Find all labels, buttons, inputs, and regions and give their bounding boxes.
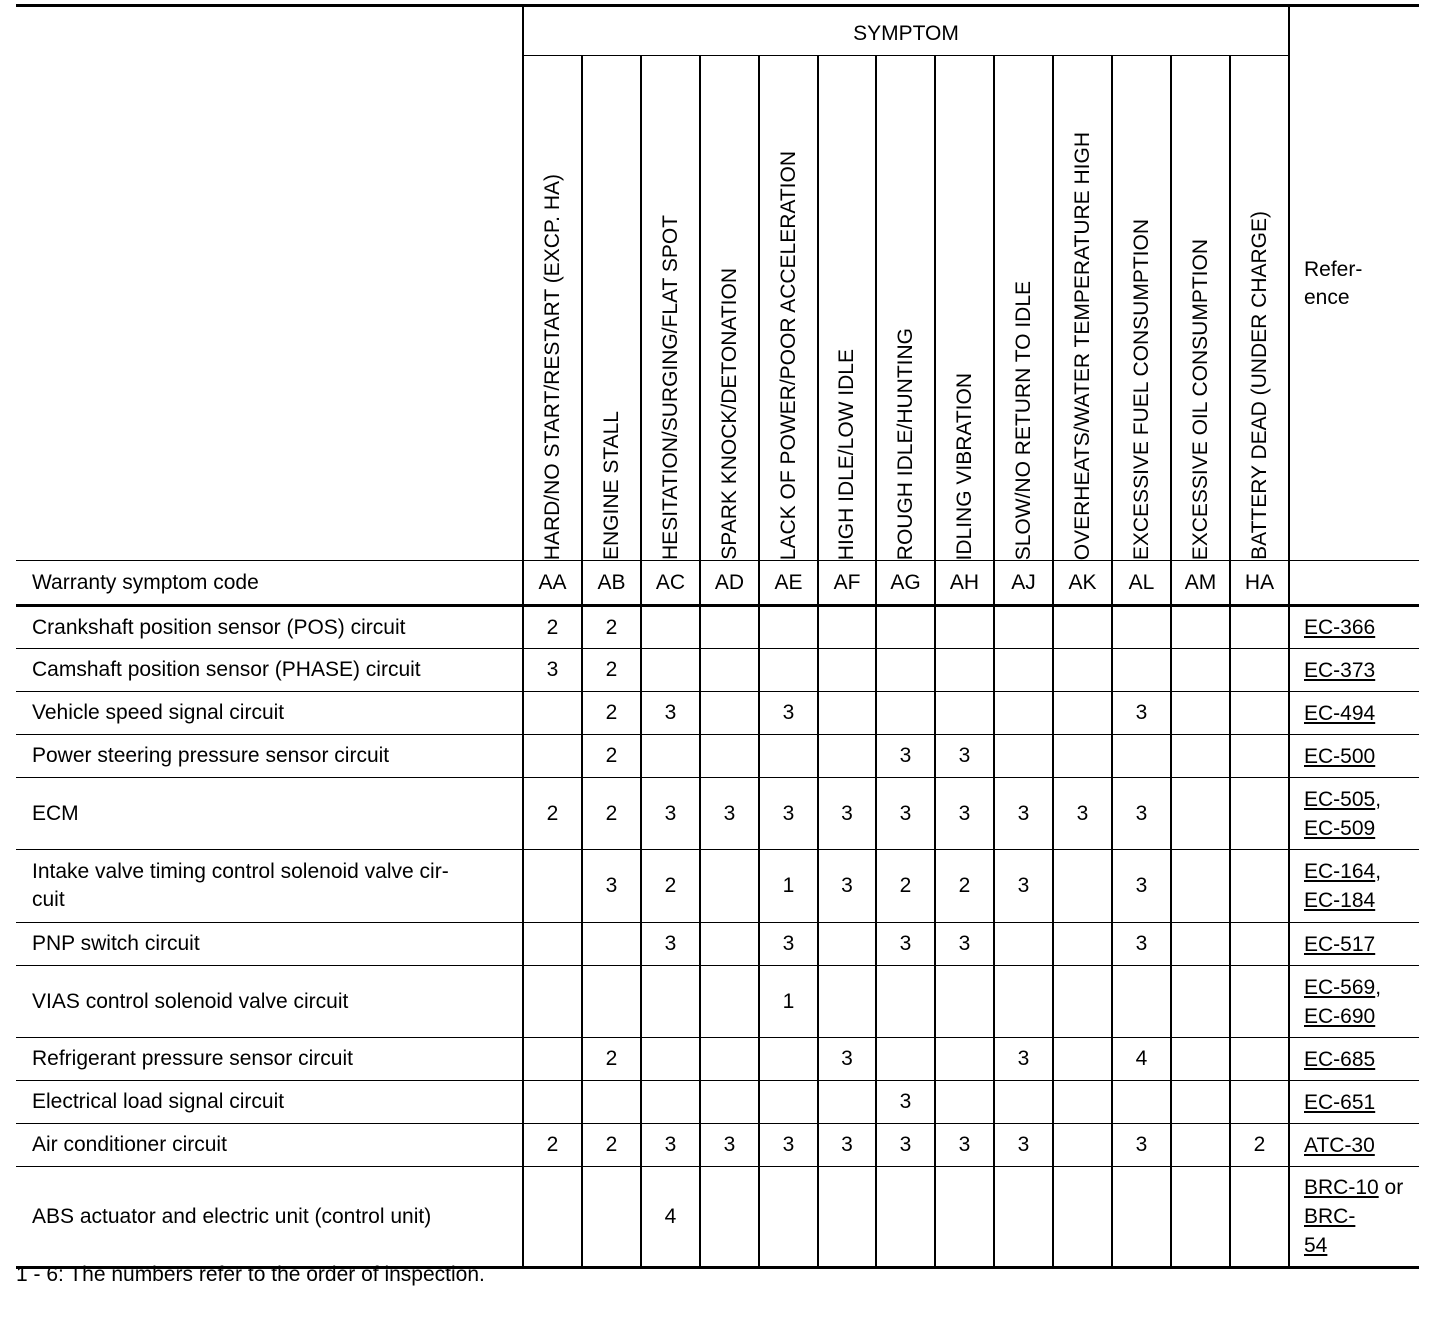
reference-link[interactable]: EC-651 [1304, 1090, 1376, 1114]
priority-cell [1230, 966, 1289, 1038]
priority-cell [818, 606, 876, 649]
warranty-code: AD [700, 561, 759, 606]
priority-cell: 3 [582, 850, 641, 923]
priority-cell [1053, 923, 1112, 966]
priority-cell: 2 [641, 850, 700, 923]
symptom-name: EXCESSIVE FUEL CONSUMPTION [1129, 218, 1153, 560]
component-name: ABS actuator and electric unit (control unit) [16, 1167, 523, 1268]
priority-cell: 3 [523, 649, 582, 692]
table-row [16, 606, 1419, 649]
warranty-label: Warranty symptom code [16, 561, 523, 606]
priority-cell [876, 966, 935, 1038]
priority-cell: 3 [641, 692, 700, 735]
priority-cell [818, 1081, 876, 1124]
priority-cell [935, 606, 994, 649]
priority-cell: 3 [1112, 923, 1171, 966]
priority-cell [1230, 692, 1289, 735]
priority-cell: 2 [582, 606, 641, 649]
priority-cell: 3 [1112, 778, 1171, 850]
priority-cell [1230, 1167, 1289, 1268]
priority-cell [700, 1038, 759, 1081]
priority-cell: 3 [759, 692, 818, 735]
priority-cell [1171, 850, 1230, 923]
priority-cell [759, 649, 818, 692]
priority-cell: 3 [994, 1038, 1053, 1081]
priority-cell [818, 923, 876, 966]
reference-link[interactable]: EC-685 [1304, 1047, 1376, 1071]
reference-separator: or [1378, 1176, 1404, 1199]
symptom-name: LACK OF POWER/POOR ACCELERATION [776, 150, 800, 560]
priority-cell [1230, 649, 1289, 692]
priority-cell: 3 [876, 1081, 935, 1124]
warranty-code: AL [1112, 561, 1171, 606]
reference-link[interactable]: EC-184 [1304, 889, 1376, 912]
table-row [16, 850, 1419, 923]
priority-cell: 3 [641, 923, 700, 966]
component-name: VIAS control solenoid valve circuit [16, 966, 523, 1038]
priority-cell [523, 692, 582, 735]
priority-cell: 3 [935, 923, 994, 966]
table-row [16, 778, 1419, 850]
symptom-column-header [994, 56, 1053, 561]
priority-cell [994, 649, 1053, 692]
reference-link[interactable]: BRC-10 [1304, 1176, 1379, 1199]
reference-header [1289, 6, 1419, 561]
priority-cell [1112, 649, 1171, 692]
symptom-name: HARD/NO START/RESTART (EXCP. HA) [540, 173, 564, 560]
priority-cell [1053, 1124, 1112, 1167]
component-name: Camshaft position sensor (PHASE) circuit [16, 649, 523, 692]
symptom-matrix-table [16, 4, 1419, 1269]
priority-cell [759, 1038, 818, 1081]
reference-separator: , [1375, 975, 1382, 999]
table-row [16, 1167, 1419, 1268]
priority-cell: 3 [818, 1124, 876, 1167]
priority-cell [818, 966, 876, 1038]
warranty-code: AG [876, 561, 935, 606]
priority-cell [818, 735, 876, 778]
symptom-column-header [935, 56, 994, 561]
footnote: 1 - 6: The numbers refer to the order of inspection. [16, 1263, 485, 1286]
priority-cell: 2 [1230, 1124, 1289, 1167]
priority-cell [1053, 1038, 1112, 1081]
priority-cell [1230, 850, 1289, 923]
priority-cell [1230, 1038, 1289, 1081]
symptom-name: IDLING VIBRATION [952, 372, 976, 560]
priority-cell [1171, 649, 1230, 692]
symptom-column-header [700, 56, 759, 561]
priority-cell: 3 [818, 850, 876, 923]
reference-cell [1289, 1124, 1419, 1167]
reference-link[interactable]: EC-494 [1304, 701, 1376, 725]
priority-cell [523, 1038, 582, 1081]
priority-cell [700, 692, 759, 735]
priority-cell: 3 [994, 778, 1053, 850]
priority-cell [1053, 606, 1112, 649]
priority-cell [641, 1081, 700, 1124]
priority-cell [700, 735, 759, 778]
priority-cell [523, 1081, 582, 1124]
component-name: Air conditioner circuit [16, 1124, 523, 1167]
symptom-name: SLOW/NO RETURN TO IDLE [1011, 280, 1035, 560]
component-name: Refrigerant pressure sensor circuit [16, 1038, 523, 1081]
priority-cell: 2 [935, 850, 994, 923]
priority-cell [700, 966, 759, 1038]
warranty-code: AE [759, 561, 818, 606]
reference-cell [1289, 692, 1419, 735]
reference-link[interactable]: EC-500 [1304, 744, 1376, 768]
reference-link[interactable]: EC-517 [1304, 932, 1376, 956]
priority-cell [523, 850, 582, 923]
symptom-name: HIGH IDLE/LOW IDLE [835, 348, 858, 560]
reference-cell [1289, 923, 1419, 966]
component-name: PNP switch circuit [16, 923, 523, 966]
table-row [16, 1124, 1419, 1167]
priority-cell [876, 606, 935, 649]
priority-cell [1171, 1081, 1230, 1124]
priority-cell: 3 [700, 1124, 759, 1167]
priority-cell [818, 692, 876, 735]
priority-cell [1171, 778, 1230, 850]
priority-cell [994, 1081, 1053, 1124]
symptom-name: ROUGH IDLE/HUNTING [893, 327, 917, 560]
priority-cell [759, 606, 818, 649]
symptom-name: OVERHEATS/WATER TEMPERATURE HIGH [1070, 131, 1094, 560]
reference-link[interactable]: EC-509 [1304, 816, 1376, 840]
priority-cell [935, 692, 994, 735]
priority-cell: 3 [1053, 778, 1112, 850]
reference-link[interactable]: EC-690 [1304, 1004, 1376, 1028]
reference-link[interactable]: EC-373 [1304, 658, 1376, 682]
symptom-column-header [818, 56, 876, 561]
priority-cell [1053, 850, 1112, 923]
symptom-header: SYMPTOM [523, 6, 1289, 56]
priority-cell [818, 1167, 876, 1268]
warranty-code: AB [582, 561, 641, 606]
component-name: ECM [16, 778, 523, 850]
priority-cell [523, 966, 582, 1038]
symptom-column-header [1230, 56, 1289, 561]
priority-cell [935, 966, 994, 1038]
priority-cell [759, 735, 818, 778]
symptom-column-header [1112, 56, 1171, 561]
warranty-ref-blank [1289, 561, 1419, 606]
warranty-code: AK [1053, 561, 1112, 606]
table-row [16, 649, 1419, 692]
priority-cell [818, 649, 876, 692]
priority-cell: 4 [641, 1167, 700, 1268]
priority-cell [876, 1167, 935, 1268]
priority-cell: 3 [759, 778, 818, 850]
priority-cell [1230, 735, 1289, 778]
symptom-column-header [1171, 56, 1230, 561]
priority-cell: 2 [582, 692, 641, 735]
reference-label: Refer- ence [1304, 257, 1363, 309]
priority-cell: 2 [523, 778, 582, 850]
priority-cell: 2 [523, 1124, 582, 1167]
priority-cell: 3 [1112, 692, 1171, 735]
priority-cell: 3 [818, 1038, 876, 1081]
priority-cell [1230, 923, 1289, 966]
reference-link[interactable]: EC-366 [1304, 616, 1376, 639]
priority-cell: 3 [1112, 1124, 1171, 1167]
reference-cell [1289, 735, 1419, 778]
corner-cell [16, 6, 523, 561]
priority-cell [876, 1038, 935, 1081]
reference-separator: , [1375, 787, 1382, 811]
priority-cell: 3 [876, 1124, 935, 1167]
priority-cell [994, 1167, 1053, 1268]
priority-cell: 2 [582, 649, 641, 692]
priority-cell [1171, 966, 1230, 1038]
reference-cell [1289, 1167, 1419, 1268]
priority-cell [994, 966, 1053, 1038]
priority-cell [700, 923, 759, 966]
reference-cell [1289, 1038, 1419, 1081]
reference-link[interactable]: ATC-30 [1304, 1133, 1375, 1157]
table-row [16, 735, 1419, 778]
symptom-column-header [876, 56, 935, 561]
priority-cell [1112, 1081, 1171, 1124]
reference-link[interactable]: EC-505 [1304, 787, 1376, 811]
priority-cell [1053, 966, 1112, 1038]
priority-cell: 3 [994, 1124, 1053, 1167]
priority-cell [1112, 606, 1171, 649]
priority-cell [876, 649, 935, 692]
priority-cell: 3 [876, 778, 935, 850]
reference-cell [1289, 778, 1419, 850]
reference-cell [1289, 966, 1419, 1038]
priority-cell [1053, 1081, 1112, 1124]
symptom-column-header [1053, 56, 1112, 561]
table-row [16, 1081, 1419, 1124]
priority-cell: 2 [523, 606, 582, 649]
priority-cell: 2 [582, 778, 641, 850]
reference-link[interactable]: EC-569 [1304, 975, 1376, 999]
priority-cell [1171, 735, 1230, 778]
priority-cell [935, 1081, 994, 1124]
priority-cell [759, 1081, 818, 1124]
priority-cell [1112, 966, 1171, 1038]
priority-cell [1053, 692, 1112, 735]
priority-cell [700, 649, 759, 692]
symptom-name: HESITATION/SURGING/FLAT SPOT [658, 215, 682, 560]
symptom-name: BATTERY DEAD (UNDER CHARGE) [1247, 211, 1271, 560]
priority-cell [582, 966, 641, 1038]
component-name: Power steering pressure sensor circuit [16, 735, 523, 778]
reference-link[interactable]: BRC- 54 [1304, 1205, 1356, 1257]
priority-cell [935, 1038, 994, 1081]
symptom-name: SPARK KNOCK/DETONATION [717, 268, 741, 560]
priority-cell [1171, 1124, 1230, 1167]
reference-link[interactable]: EC-164 [1304, 860, 1376, 883]
component-name: Electrical load signal circuit [16, 1081, 523, 1124]
priority-cell [1171, 923, 1230, 966]
priority-cell: 3 [994, 850, 1053, 923]
priority-cell [759, 1167, 818, 1268]
priority-cell [700, 850, 759, 923]
priority-cell [523, 923, 582, 966]
priority-cell [1053, 1167, 1112, 1268]
priority-cell [1230, 1081, 1289, 1124]
priority-cell [700, 1167, 759, 1268]
priority-cell: 3 [700, 778, 759, 850]
priority-cell: 3 [876, 735, 935, 778]
priority-cell: 2 [876, 850, 935, 923]
priority-cell [641, 966, 700, 1038]
priority-cell: 2 [582, 1124, 641, 1167]
priority-cell: 4 [1112, 1038, 1171, 1081]
priority-cell [523, 1167, 582, 1268]
table-row [16, 1038, 1419, 1081]
priority-cell [1230, 606, 1289, 649]
priority-cell [1053, 649, 1112, 692]
priority-cell [1171, 692, 1230, 735]
priority-cell [876, 692, 935, 735]
priority-cell [1053, 735, 1112, 778]
component-name: Vehicle speed signal circuit [16, 692, 523, 735]
priority-cell [641, 735, 700, 778]
warranty-code: AM [1171, 561, 1230, 606]
warranty-code: HA [1230, 561, 1289, 606]
priority-cell: 3 [935, 778, 994, 850]
priority-cell [582, 1167, 641, 1268]
priority-cell [994, 923, 1053, 966]
warranty-code: AH [935, 561, 994, 606]
symptom-column-header [523, 56, 582, 561]
warranty-code: AF [818, 561, 876, 606]
priority-cell: 3 [876, 923, 935, 966]
priority-cell [1171, 1038, 1230, 1081]
reference-separator: , [1375, 860, 1382, 883]
priority-cell: 3 [759, 1124, 818, 1167]
priority-cell [935, 649, 994, 692]
priority-cell: 1 [759, 966, 818, 1038]
priority-cell [1230, 778, 1289, 850]
priority-cell [582, 1081, 641, 1124]
priority-cell: 3 [935, 1124, 994, 1167]
reference-cell [1289, 649, 1419, 692]
symptom-name: ENGINE STALL [599, 411, 623, 560]
priority-cell [1171, 606, 1230, 649]
priority-cell: 2 [582, 1038, 641, 1081]
priority-cell: 3 [641, 778, 700, 850]
symptom-column-header [582, 56, 641, 561]
priority-cell: 3 [759, 923, 818, 966]
priority-cell: 3 [1112, 850, 1171, 923]
reference-cell [1289, 1081, 1419, 1124]
priority-cell [994, 606, 1053, 649]
priority-cell [641, 1038, 700, 1081]
priority-cell: 3 [935, 735, 994, 778]
priority-cell [935, 1167, 994, 1268]
priority-cell [582, 923, 641, 966]
priority-cell [1112, 735, 1171, 778]
priority-cell [700, 1081, 759, 1124]
priority-cell [1112, 1167, 1171, 1268]
priority-cell [641, 649, 700, 692]
warranty-code: AJ [994, 561, 1053, 606]
warranty-code: AC [641, 561, 700, 606]
component-name: Crankshaft position sensor (POS) circuit [16, 606, 523, 649]
symptom-column-header [641, 56, 700, 561]
table-row [16, 966, 1419, 1038]
priority-cell: 2 [582, 735, 641, 778]
priority-cell: 3 [641, 1124, 700, 1167]
priority-cell [1171, 1167, 1230, 1268]
priority-cell: 3 [818, 778, 876, 850]
priority-cell [700, 606, 759, 649]
reference-cell [1289, 606, 1419, 649]
priority-cell [994, 692, 1053, 735]
priority-cell [641, 606, 700, 649]
priority-cell [523, 735, 582, 778]
symptom-column-header [759, 56, 818, 561]
reference-cell [1289, 850, 1419, 923]
table-row [16, 692, 1419, 735]
priority-cell [994, 735, 1053, 778]
component-name: Intake valve timing control solenoid valve cir- cuit [16, 850, 523, 923]
symptom-name: EXCESSIVE OIL CONSUMPTION [1188, 238, 1212, 560]
table-row [16, 923, 1419, 966]
priority-cell: 1 [759, 850, 818, 923]
warranty-code: AA [523, 561, 582, 606]
